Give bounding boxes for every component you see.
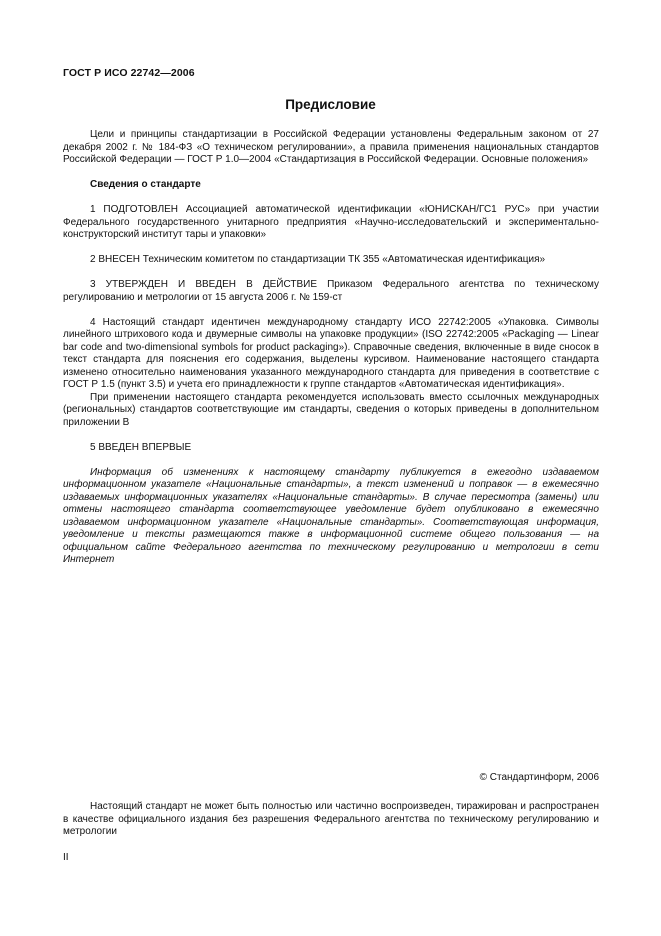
item-identical-standard: 4 Настоящий стандарт идентичен международному стандарту ИСО 22742:2005 «Упаковка. Символы линейного штрихового кода и двумерные символы на упаковке продукции» (ISO 22742:2005 «Packaging — Linear bar code and two-dimensional symbols for product packaging»). Справочные сведения, включенные в виде сносок в текст стандарта для пояснения его содержания, выделены курсивом. Наименование настоящего стандарта изменено относительно наименования указанного международного стандарта для приведения в соответствие с ГОСТ Р 1.5 (пункт 3.5) и учета его принадлежности к группе стандартов «Автоматическая идентификация».	[63, 316, 599, 390]
document-body	[63, 129, 599, 567]
document-code-header: ГОСТ Р ИСО 22742—2006	[63, 67, 195, 79]
section-heading: Сведения о стандарте	[90, 179, 201, 190]
page-title: Предисловие	[285, 97, 376, 112]
reproduction-notice: Настоящий стандарт не может быть полностью или частично воспроизведен, тиражирован и распространен в качестве официального издания без разрешения Федерального агентства по техническому регулированию и метрологии	[63, 801, 599, 837]
item-submitted: 2 ВНЕСЕН Техническим комитетом по стандартизации ТК 355 «Автоматическая идентификация»	[90, 254, 546, 265]
intro-paragraph: Цели и принципы стандартизации в Российской Федерации установлены Федеральным законом от 27 декабря 2002 г. № 184-ФЗ «О техническом регулировании», а правила применения национальных стандартов Российской Федерации — ГОСТ Р 1.0—2004 «Стандартизация в Российской Федерации. Основные положения»	[63, 129, 599, 165]
item-introduced-first: 5 ВВЕДЕН ВПЕРВЫЕ	[90, 441, 192, 453]
copyright-line: © Стандартинформ, 2006	[479, 772, 599, 783]
page-number: II	[63, 852, 69, 863]
item-approved: 3 УТВЕРЖДЕН И ВВЕДЕН В ДЕЙСТВИЕ Приказом Федерального агентства по техническому регулированию и метрологии от 15 августа 2006 г. № 159-ст	[63, 279, 599, 303]
item-prepared: 1 ПОДГОТОВЛЕН Ассоциацией автоматической идентификации «ЮНИСКАН/ГС1 РУС» при участии Федерального государственного унитарного предприятия «Научно-исследовательский и экспериментально-конструкторский институт тары и упаковки»	[63, 204, 599, 240]
item-usage-recommendation: При применении настоящего стандарта рекомендуется использовать вместо ссылочных международных (региональных) стандартов соответствующие им стандарты, сведения о которых приведены в дополнительном приложении В	[63, 391, 599, 428]
change-info-note: Информация об изменениях к настоящему стандарту публикуется в ежегодно издаваемом информационном указателе «Национальные стандарты», а текст изменений и поправок — в ежемесячно издаваемых информационных указателях «Национальные стандарты». В случае пересмотра (замены) или отмены настоящего стандарта соответствующее уведомление будет опубликовано в ежемесячно издаваемом информационном указателе «Национальные стандарты». Соответствующая информация, уведомление и тексты размещаются также в информационной системе общего пользования — на официальном сайте Федерального агентства по техническому регулированию и метрологии в сети Интернет	[63, 466, 599, 565]
